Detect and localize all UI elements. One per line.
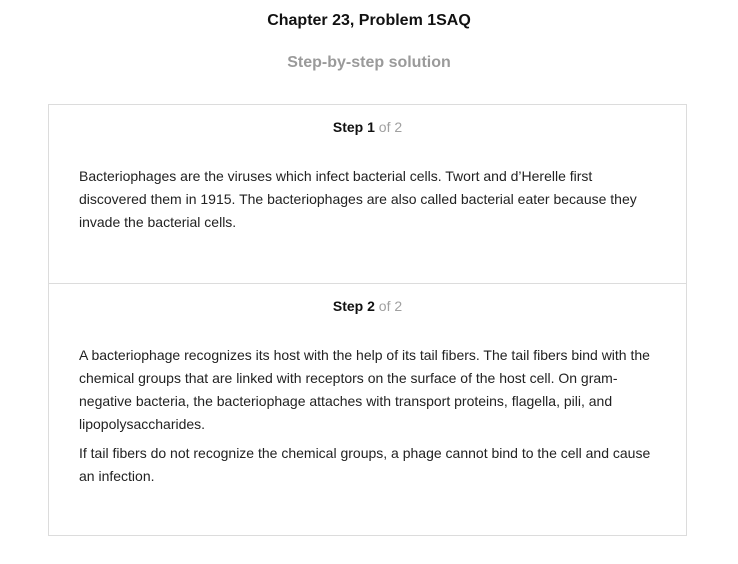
step-header xyxy=(49,298,686,314)
step-paragraph: If tail fibers do not recognize the chemical groups, a phage cannot bind to the cell and cause an infection. xyxy=(79,445,651,484)
step-paragraph: A bacteriophage recognizes its host with the help of its tail fibers. The tail fibers bind with the chemical groups that are linked with receptors on the surface of the host cell. On gram-negative bacteria, the bacteriophage attaches with transport proteins, flagella, pili, and lipopolysaccharides. xyxy=(79,347,650,432)
step-number: 1 xyxy=(367,119,375,135)
step-paragraph: Bacteriophages are the viruses which infect bacterial cells. Twort and d’Herelle first discovered them in 1915. The bacteriophages are also called bacterial eater because they invade the bacterial cells. xyxy=(79,168,637,230)
step-section xyxy=(49,105,686,284)
step-total: of 2 xyxy=(378,119,403,135)
step-label: Step xyxy=(332,119,364,135)
solution-card xyxy=(48,104,687,536)
step-label: Step xyxy=(332,298,364,314)
step-section xyxy=(49,284,686,536)
step-number: 2 xyxy=(367,298,375,314)
step-body xyxy=(79,165,659,240)
page-subtitle: Step-by-step solution xyxy=(287,54,451,71)
step-body xyxy=(79,344,659,494)
page-title: Chapter 23, Problem 1SAQ xyxy=(267,12,471,29)
step-total: of 2 xyxy=(378,298,403,314)
step-header xyxy=(49,119,686,135)
